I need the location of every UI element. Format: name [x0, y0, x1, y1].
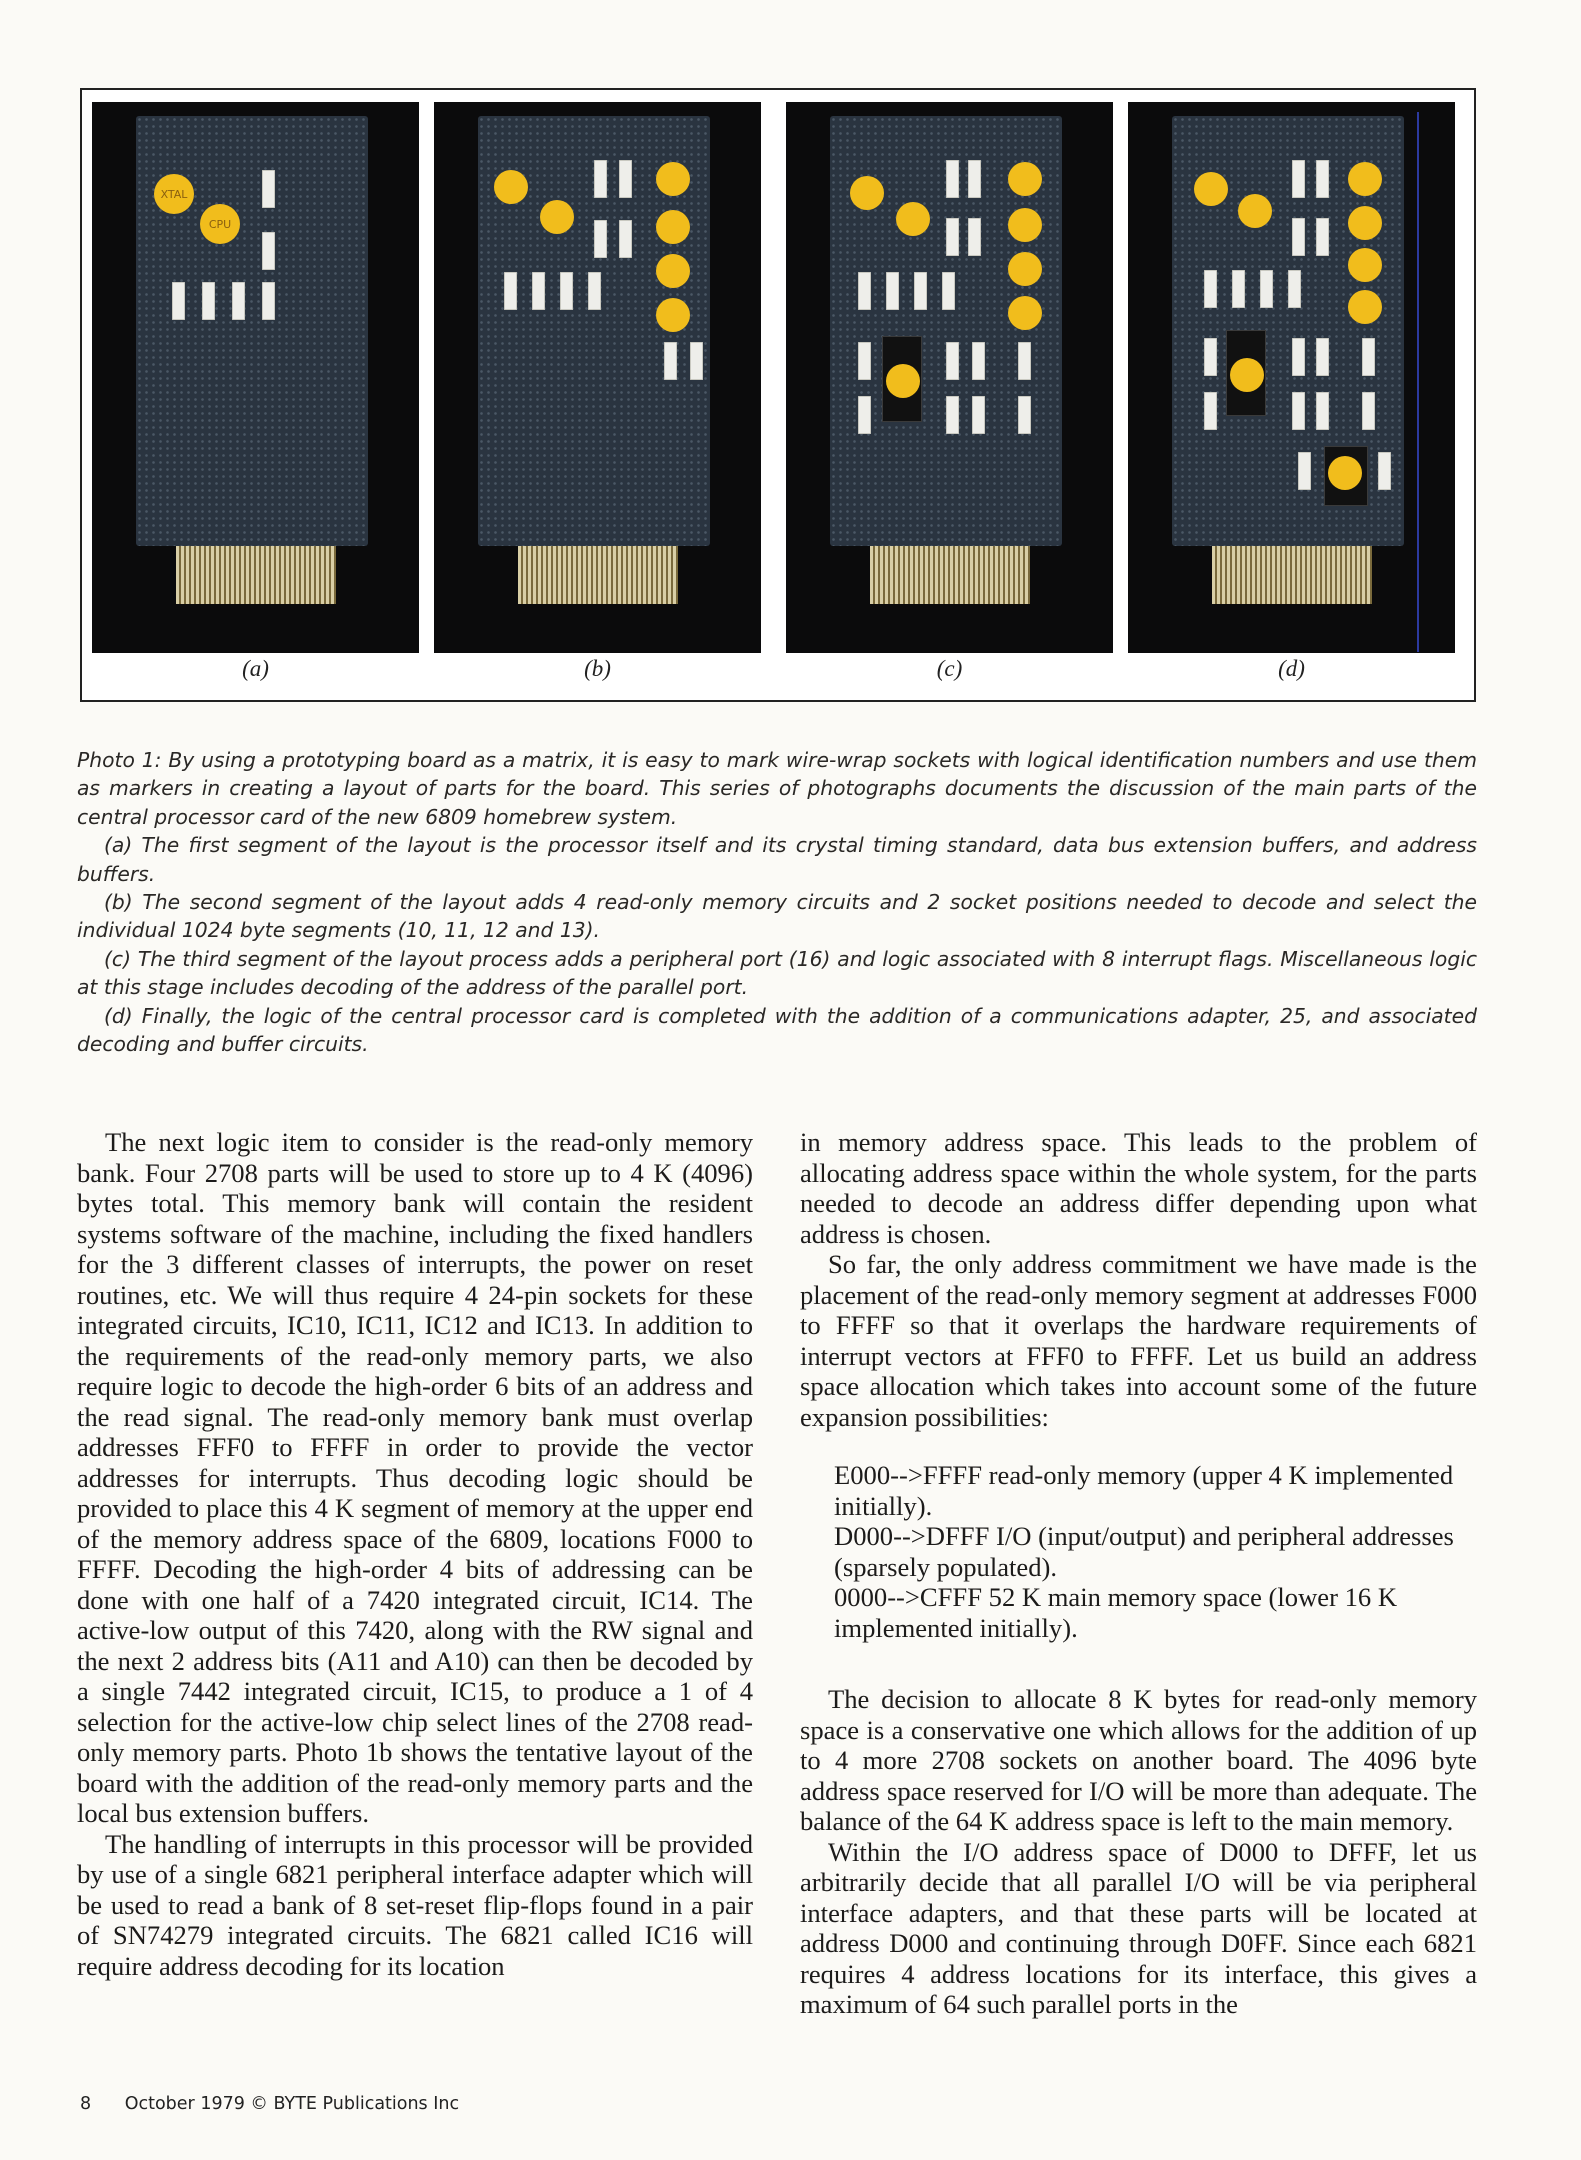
board-photo-c [786, 102, 1113, 653]
cpu-marker [540, 200, 574, 234]
chip [1292, 218, 1305, 256]
rom-marker [656, 162, 690, 196]
list-item: E000-->FFFF read-only memory (upper 4 K implemented initially). [834, 1460, 1454, 1521]
chip [1298, 452, 1311, 490]
page-number: 8 [80, 2094, 92, 2114]
chip [532, 272, 545, 310]
rom-marker [1008, 162, 1042, 196]
cpu-marker [200, 204, 240, 244]
chip [1316, 160, 1329, 198]
xtal-marker [494, 170, 528, 204]
chip [1018, 342, 1031, 380]
chip [1288, 270, 1301, 308]
paragraph: The next logic item to consider is the read-only memory bank. Four 2708 parts will be used to store up to 4 K (4096) bytes total. This memory bank will contain the resident systems software of the machine, including the fixed handlers for the 3 different classes of interrupts, the power on reset routines, etc. We will thus require 4 24-pin sockets for these integrated circuits, IC10, IC11, IC12 and IC13. In addition to the requirements of the read-only memory parts, we also require logic to decode the high-order 6 bits of an address and the read signal. The read-only memory bank must overlap addresses FFF0 to FFFF in order to provide the vector addresses for interrupts. Thus decoding logic should be provided to place this 4 K segment of memory at the upper end of the memory address space of the 6809, locations F000 to FFFF. Decoding the high-order 4 bits of addressing can be done with one half of a 7420 integrated circuit, IC14. The active-low output of this 7420, along with the RW signal and the next 2 address bits (A11 and A10) can then be decoded by a single 7442 integrated circuit, IC15, to produce a 1 of 4 selection for the active-low chip select lines of the 2708 read-only memory parts. Photo 1b shows the tentative layout of the board with the addition of the read-only memory parts and the local bus extension buffers. [77, 1127, 753, 1828]
chip [202, 282, 215, 320]
chip [946, 218, 959, 256]
photo-label-c: (c) [936, 656, 963, 681]
chip [858, 272, 871, 310]
rom-marker [656, 254, 690, 288]
caption-a: (a) The first segment of the layout is the processor itself and its crystal timing standard, data bus extension buffers, and address buffers. [77, 833, 1477, 886]
chip [1292, 160, 1305, 198]
chip [262, 170, 275, 208]
chip [172, 282, 185, 320]
rom-marker [1348, 206, 1382, 240]
board-photo-a [92, 102, 419, 653]
chip [232, 282, 245, 320]
chip [588, 272, 601, 310]
address-allocation-list [834, 1460, 1477, 1643]
rom-marker [1348, 290, 1382, 324]
photo-label-b: (b) [584, 656, 611, 681]
paragraph: So far, the only address commitment we have made is the placement of the read-only memory segment at addresses F000 to FFFF so that it overlaps the hardware requirements of interrupt vectors at FFF0 to FFFF. Let us build an address space allocation which takes into account some of the future expansion possibilities: [800, 1249, 1477, 1432]
xtal-marker [1194, 172, 1228, 206]
caption-intro: Photo 1: By using a prototyping board as a matrix, it is easy to mark wire-wrap sockets with logical identification numbers and use them as markers in creating a layout of parts for the board. This series of photographs documents the discussion of the main parts of the central processor card of the new 6809 homebrew system. [77, 748, 1477, 829]
chip [1292, 338, 1305, 376]
chip [1260, 270, 1273, 308]
chip [690, 342, 703, 380]
paragraph: The decision to allocate 8 K bytes for read-only memory space is a conservative one which allows for the addition of up to 4 more 2708 sockets on another board. The 4096 byte address space reserved for I/O will be more than adequate. The balance of the 64 K address space is left to the main memory. [800, 1684, 1477, 1836]
rom-marker [1008, 296, 1042, 330]
chip [914, 272, 927, 310]
chip [968, 160, 981, 198]
chip [972, 396, 985, 434]
chip [1204, 338, 1217, 376]
footer-credit: October 1979 © BYTE Publications Inc [124, 2094, 460, 2114]
chip [1378, 452, 1391, 490]
left-column [77, 1127, 753, 1981]
chip [946, 342, 959, 380]
chip [619, 160, 632, 198]
chip [619, 220, 632, 258]
board-photo-b [434, 102, 761, 653]
rom-marker [656, 210, 690, 244]
page-footer [80, 2094, 459, 2114]
edge-connector [1212, 546, 1372, 604]
acia-marker [1328, 456, 1362, 490]
chip [968, 218, 981, 256]
film-artifact [1417, 112, 1419, 652]
chip [886, 272, 899, 310]
chip [1316, 218, 1329, 256]
chip [1292, 392, 1305, 430]
xtal-label: XTAL [160, 187, 188, 201]
chip [1362, 338, 1375, 376]
chip [1204, 270, 1217, 308]
chip [504, 272, 517, 310]
rom-marker [1348, 162, 1382, 196]
chip [560, 272, 573, 310]
chip [858, 342, 871, 380]
chip [262, 232, 275, 270]
edge-connector [870, 546, 1030, 604]
chip [1232, 270, 1245, 308]
rom-marker [656, 298, 690, 332]
edge-connector [518, 546, 678, 604]
photo-label-a: (a) [242, 656, 269, 681]
caption-b: (b) The second segment of the layout adds 4 read-only memory circuits and 2 socket positions needed to decode and select the individual 1024 byte segments (10, 11, 12 and 13). [77, 890, 1477, 943]
right-column [800, 1127, 1477, 2020]
chip [972, 342, 985, 380]
photo-label-d: (d) [1278, 656, 1305, 681]
edge-connector [176, 546, 336, 604]
chip [1316, 338, 1329, 376]
chip [1362, 392, 1375, 430]
paragraph: The handling of interrupts in this processor will be provided by use of a single 6821 peripheral interface adapter which will be used to read a bank of 8 set-reset flip-flops found in a pair of SN74279 integrated circuits. The 6821 called IC16 will require address decoding for its location [77, 1828, 753, 1981]
caption-d: (d) Finally, the logic of the central processor card is completed with the addition of a communications adapter, 25, and associated decoding and buffer circuits. [77, 1003, 1477, 1057]
cpu-marker [896, 202, 930, 236]
rom-marker [1008, 252, 1042, 286]
port-marker [886, 364, 920, 398]
chip [594, 220, 607, 258]
chip [946, 396, 959, 434]
photo-panel [80, 88, 1476, 702]
chip [594, 160, 607, 198]
chip [262, 282, 275, 320]
cpu-marker [1238, 194, 1272, 228]
xtal-marker [850, 176, 884, 210]
list-item: 0000-->CFFF 52 K main memory space (lower 16 K implemented initially). [834, 1582, 1398, 1643]
paragraph: Within the I/O address space of D000 to DFFF, let us arbitrarily decide that all parallel I/O will be via peripheral interface adapters, and that these parts will be located at address D000 and continuing through D0FF. Since each 6821 requires 4 address locations for its interface, this gives a maximum of 64 such parallel ports in the [800, 1836, 1477, 2019]
chip [664, 342, 677, 380]
cpu-label: CPU [208, 217, 232, 231]
chip [1018, 396, 1031, 434]
xtal-marker [154, 174, 194, 214]
chip [942, 272, 955, 310]
rom-marker [1008, 208, 1042, 242]
photo-caption [77, 746, 1477, 1058]
chip [858, 396, 871, 434]
chip [946, 160, 959, 198]
board-photo-d [1128, 102, 1455, 653]
port-marker [1230, 358, 1264, 392]
chip [1204, 392, 1217, 430]
caption-c: (c) The third segment of the layout process adds a peripheral port (16) and logic associated with 8 interrupt flags. Miscellaneous logic at this stage includes decoding of the address of the parallel port. [77, 946, 1477, 1000]
rom-marker [1348, 248, 1382, 282]
list-item: D000-->DFFF I/O (input/output) and peripheral addresses (sparsely populated). [834, 1521, 1454, 1582]
paragraph: in memory address space. This leads to the problem of allocating address space within the whole system, for the parts needed to decode an address differ depending upon what address is chosen. [800, 1127, 1477, 1249]
chip [1316, 392, 1329, 430]
